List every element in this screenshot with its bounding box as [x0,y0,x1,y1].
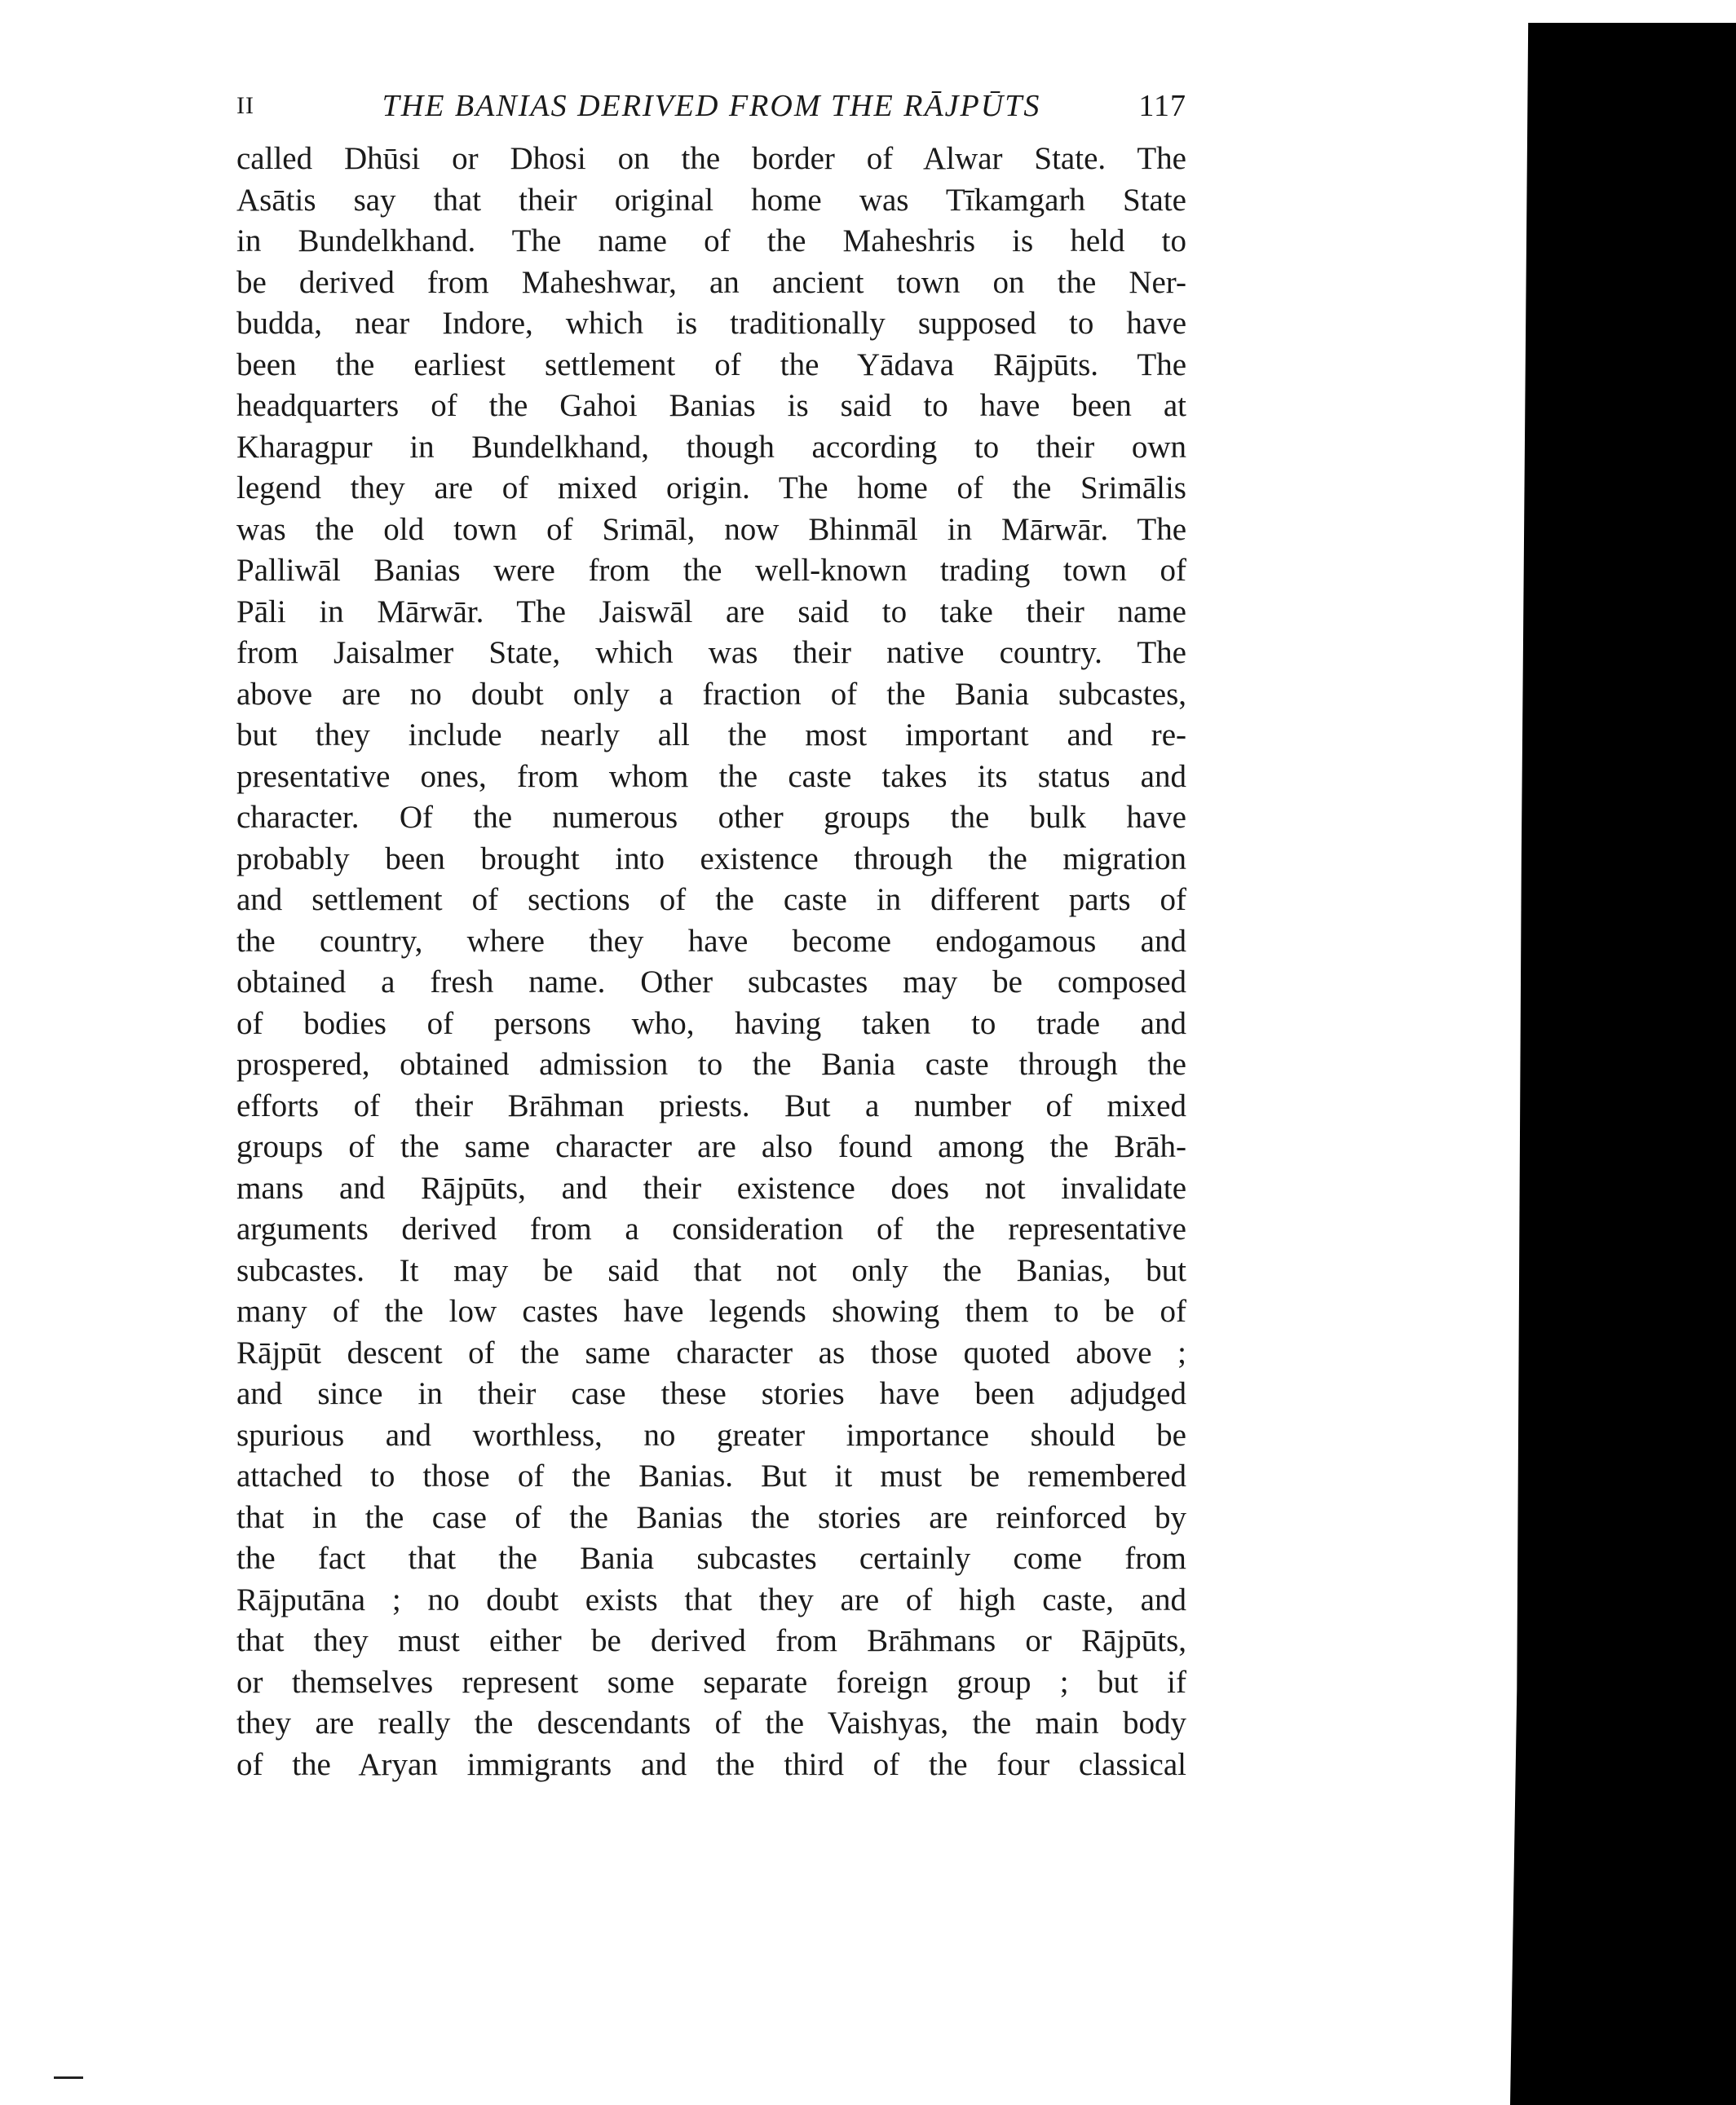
text-line: budda, near Indore, which is traditionally supposed to have [236,306,1186,341]
text-line: and since in their case these stories have been adjudged [236,1376,1186,1411]
text-line: prospered, obtained admission to the Bania caste through the [236,1047,1186,1082]
text-line: but they include nearly all the most important and re- [236,717,1186,752]
text-line: and settlement of sections of the caste in different parts of [236,882,1186,917]
body-text [236,139,1186,1785]
text-line: from Jaisalmer State, which was their native country. The [236,635,1186,670]
text-line: above are no doubt only a fraction of the Bania subcastes, [236,676,1186,712]
text-line: that in the case of the Banias the stories are reinforced by [236,1499,1186,1535]
text-line: of bodies of persons who, having taken to trade and [236,1005,1186,1041]
text-line: obtained a fresh name. Other subcastes may be composed [236,964,1186,1000]
text-line: probably been brought into existence through the migration [236,841,1186,876]
text-line: called Dhūsi or Dhosi on the border of Alwar State. The [236,141,1186,176]
text-line: or themselves represent some separate foreign group ; but if [236,1664,1186,1700]
text-line: Pāli in Mārwār. The Jaiswāl are said to take their name [236,594,1186,629]
page-number: 117 [1138,89,1186,123]
text-line: presentative ones, from whom the caste takes its status and [236,758,1186,794]
text-line: efforts of their Brāhman priests. But a number of mixed [236,1088,1186,1123]
text-line: be derived from Maheshwar, an ancient town on the Ner- [236,264,1186,300]
chapter-number: II [236,92,254,119]
text-line: of the Aryan immigrants and the third of the four classical [236,1746,1186,1782]
text-line: in Bundelkhand. The name of the Maheshris is held to [236,223,1186,258]
text-line: Rājpūt descent of the same character as those quoted above ; [236,1335,1186,1370]
text-line: arguments derived from a consideration of the representative [236,1211,1186,1247]
text-line: headquarters of the Gahoi Banias is said to have been at [236,388,1186,423]
running-head [236,82,1186,130]
margin-mark [54,2076,83,2079]
text-line: many of the low castes have legends showing them to be of [236,1294,1186,1329]
running-title: THE BANIAS DERIVED FROM THE RĀJPŪTS [382,89,1041,123]
text-line: spurious and worthless, no greater importance should be [236,1417,1186,1453]
text-line: character. Of the numerous other groups the bulk have [236,800,1186,835]
text-line: subcastes. It may be said that not only the Banias, but [236,1252,1186,1288]
text-line: Palliwāl Banias were from the well-known trading town of [236,553,1186,588]
text-line: attached to those of the Banias. But it must be remembered [236,1458,1186,1494]
scan-binding-shadow [1510,23,1736,2105]
text-line: Rājputāna ; no doubt exists that they are of high caste, and [236,1582,1186,1617]
text-line: that they must either be derived from Brāhmans or Rājpūts, [236,1623,1186,1658]
text-line: Asātis say that their original home was Tīkamgarh State [236,182,1186,218]
text-line: was the old town of Srimāl, now Bhinmāl in Mārwār. The [236,511,1186,547]
text-line: Kharagpur in Bundelkhand, though according to their own [236,429,1186,465]
text-line: legend they are of mixed origin. The home of the Srimālis [236,470,1186,505]
text-line: been the earliest settlement of the Yādava Rājpūts. The [236,346,1186,382]
text-line: the country, where they have become endogamous and [236,923,1186,959]
text-line: mans and Rājpūts, and their existence does not invalidate [236,1170,1186,1206]
text-line: the fact that the Bania subcastes certainly come from [236,1541,1186,1576]
text-line: groups of the same character are also found among the Brāh- [236,1129,1186,1164]
text-line: they are really the descendants of the Vaishyas, the main body [236,1706,1186,1741]
